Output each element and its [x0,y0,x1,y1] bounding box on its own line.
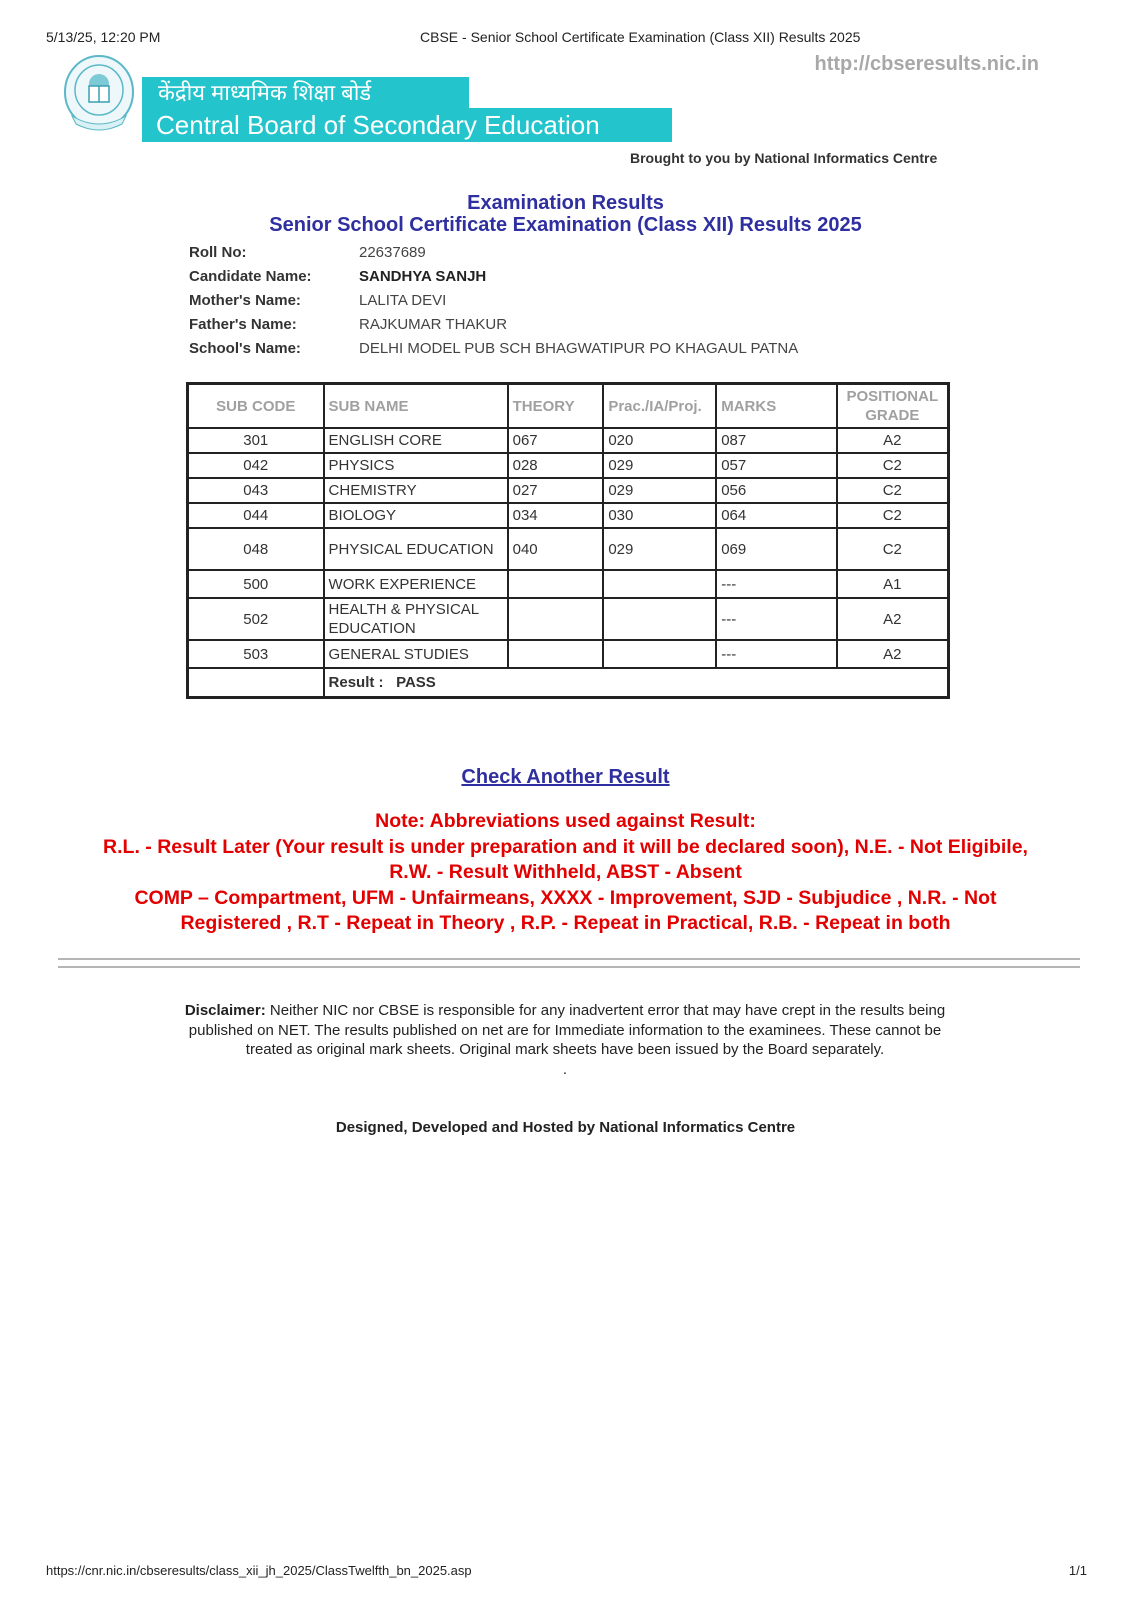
site-url[interactable]: http://cbseresults.nic.in [814,53,1039,75]
table-row [188,453,949,478]
candidate-name-label: Candidate Name: [189,268,312,285]
theory-marks [508,598,604,640]
result-value: PASS [396,673,436,691]
grade: C2 [837,528,949,570]
print-page-number: 1/1 [1068,1563,1087,1578]
practical-marks [603,598,716,640]
header-sub-name: SUB NAME [324,384,508,429]
cbse-logo-icon [62,54,136,134]
grade: A1 [837,570,949,598]
table-row [188,428,949,453]
sub-code: 301 [188,428,324,453]
grade: A2 [837,428,949,453]
disclaimer-label: Disclaimer: [184,1002,266,1019]
page-title: Examination Results [467,192,664,214]
theory-marks: 027 [508,478,604,503]
table-header-row [188,384,949,429]
table-row [188,478,949,503]
sub-name: BIOLOGY [324,503,508,528]
divider [58,966,1080,968]
grade: A2 [837,640,949,668]
total-marks: 057 [716,453,836,478]
sub-name: ENGLISH CORE [324,428,508,453]
candidate-name-value: SANDHYA SANJH [359,268,487,285]
header-positional-grade: POSITIONAL GRADE [837,384,949,429]
table-row [188,570,949,598]
print-page-title: CBSE - Senior School Certificate Examination (Class XII) Results 2025 [420,29,861,45]
roll-no-value: 22637689 [359,244,426,261]
disclaimer-dot: . [562,1060,568,1078]
total-marks: --- [716,598,836,640]
practical-marks: 030 [603,503,716,528]
note-line-4: Registered , R.T - Repeat in Theory , R.P. - Repeat in Practical, R.B. - Repeat in both [180,912,951,934]
roll-no-label: Roll No: [189,244,247,261]
sub-name: HEALTH & PHYSICAL EDUCATION [324,598,508,640]
footer-credit: Designed, Developed and Hosted by National Informatics Centre [335,1119,796,1136]
table-row [188,528,949,570]
sub-name: WORK EXPERIENCE [324,570,508,598]
header-practical: Prac./IA/Proj. [603,384,716,429]
table-row [188,598,949,640]
disclaimer-text: Neither NIC nor CBSE is responsible for any inadvertent error that may have crept in the results being published on NET. The results published on net are for Immediate information to the examinees. These cannot be treated as original mark sheets. Original mark sheets have been issued by the Board separately. [188,1002,946,1058]
sub-name: GENERAL STUDIES [324,640,508,668]
grade: C2 [837,478,949,503]
mother-name-value: LALITA DEVI [359,292,447,309]
mother-name-label: Mother's Name: [189,292,301,309]
total-marks: 056 [716,478,836,503]
sub-code: 044 [188,503,324,528]
sub-code: 502 [188,598,324,640]
hindi-board-name: केंद्रीय माध्यमिक शिक्षा बोर्ड [142,77,469,108]
practical-marks: 029 [603,528,716,570]
grade: C2 [837,453,949,478]
theory-marks [508,640,604,668]
father-name-label: Father's Name: [189,316,297,333]
sub-code: 043 [188,478,324,503]
total-marks: --- [716,570,836,598]
sub-code: 048 [188,528,324,570]
result-cell [324,668,949,697]
result-row [188,668,949,697]
header-sub-code: SUB CODE [188,384,324,429]
sub-code: 042 [188,453,324,478]
total-marks: 087 [716,428,836,453]
practical-marks [603,640,716,668]
print-url: https://cnr.nic.in/cbseresults/class_xii_jh_2025/ClassTwelfth_bn_2025.asp [46,1563,472,1578]
sub-name: PHYSICAL EDUCATION [324,528,508,570]
grade: A2 [837,598,949,640]
header-marks: MARKS [716,384,836,429]
results-table [186,382,950,699]
practical-marks: 020 [603,428,716,453]
divider [58,958,1080,960]
theory-marks: 040 [508,528,604,570]
theory-marks: 034 [508,503,604,528]
result-empty-cell [188,668,324,697]
sub-code: 503 [188,640,324,668]
sub-name: PHYSICS [324,453,508,478]
result-label: Result : [328,673,384,691]
theory-marks: 028 [508,453,604,478]
total-marks: 069 [716,528,836,570]
school-name-value: DELHI MODEL PUB SCH BHAGWATIPUR PO KHAGAUL PATNA [359,340,799,357]
check-another-result-link[interactable]: Check Another Result [461,766,670,788]
english-board-name: Central Board of Secondary Education [142,108,672,142]
note-heading: Note: Abbreviations used against Result: [375,810,756,832]
sub-code: 500 [188,570,324,598]
father-name-value: RAJKUMAR THAKUR [359,316,508,333]
note-line-3: COMP – Compartment, UFM - Unfairmeans, XXXX - Improvement, SJD - Subjudice , N.R. - Not [134,887,997,909]
sub-name: CHEMISTRY [324,478,508,503]
header-theory: THEORY [508,384,604,429]
total-marks: --- [716,640,836,668]
print-datetime: 5/13/25, 12:20 PM [46,29,161,45]
table-row [188,503,949,528]
brought-by-text: Brought to you by National Informatics Centre [630,150,938,166]
exam-subtitle: Senior School Certificate Examination (Class XII) Results 2025 [269,214,862,236]
practical-marks: 029 [603,478,716,503]
note-line-1: R.L. - Result Later (Your result is under preparation and it will be declared soon), N.E. - Not Eligibile, [103,836,1028,858]
practical-marks: 029 [603,453,716,478]
total-marks: 064 [716,503,836,528]
disclaimer [180,1001,950,1079]
table-row [188,640,949,668]
practical-marks [603,570,716,598]
theory-marks [508,570,604,598]
note-line-2: R.W. - Result Withheld, ABST - Absent [389,861,742,883]
school-name-label: School's Name: [189,340,301,357]
theory-marks: 067 [508,428,604,453]
grade: C2 [837,503,949,528]
